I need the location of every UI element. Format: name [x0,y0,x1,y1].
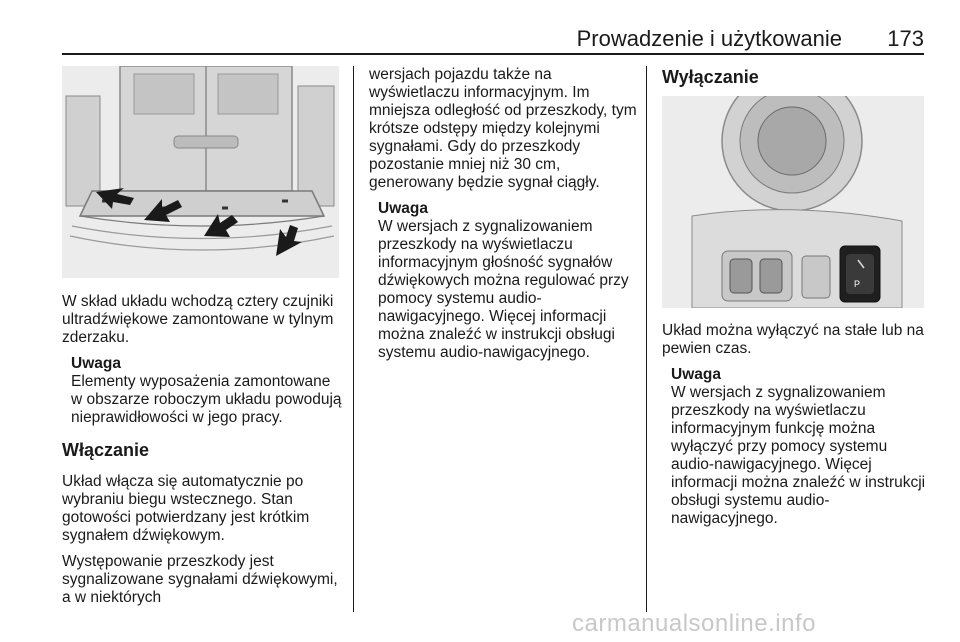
page-title: Prowadzenie i użytkowanie [576,26,842,51]
note-text: Elementy wyposażenia zamontowane w obszarze roboczym układu powodują nieprawidłowości w jego pracy. [71,373,342,426]
note-box [369,200,639,362]
header-rule [62,53,924,55]
note-title: Uwaga [671,366,721,383]
column-3-body [662,322,932,540]
dashboard-switch-figure [662,96,924,308]
intro-paragraph: W skład układu wchodzą cztery czujniki ultradźwiękowe zamontowane w tylnym zderzaku. [62,293,334,346]
note-text: W wersjach z sygnalizowaniem przeszkody na wyświetlaczu informacyjnym funkcję można wyłączyć przy pomocy systemu audio-nawigacyjnego. Więcej informacji można znaleźć w instrukcji obsługi systemu audio-nawigacyjnego. [671,384,926,527]
obstacle-paragraph: Występowanie przeszkody jest sygnalizowane sygnałami dźwiękowymi, a w niektórych [62,553,338,606]
signal-paragraph: wersjach pojazdu także na wyświetlaczu informacyjnym. Im mniejsza odległość od przeszkody, tym krótsze odstępy między kolejnymi sygnałami. Gdy do przeszkody pozostanie mniej niż 30 cm, generowany będzie sygnał ciągły. [369,66,637,191]
rear-bumper-sensors-figure [62,66,339,278]
note-text: W wersjach z sygnalizowaniem przeszkody na wyświetlaczu informacyjnym głośność sygnałów dźwiękowych można regulować przy pomocy systemu audio-nawigacyjnego. Więcej informacji można znaleźć w instrukcji obsługi systemu audio-nawigacyjnego. [378,218,629,361]
page-header [62,22,924,56]
page-number: 173 [887,26,924,51]
note-box [662,366,932,528]
dashboard-switch-illustration [662,96,924,308]
column-divider-1 [353,66,354,612]
rear-bumper-illustration [62,66,339,278]
watermark: carmanualsonline.info [572,610,816,637]
section-heading-wlaczanie: Włączanie [62,440,150,460]
column-3 [662,66,932,100]
column-2 [369,66,639,374]
activation-paragraph: Układ włącza się automatycznie po wybraniu biegu wstecznego. Stan gotowości potwierdzany jest krótkim sygnałem dźwiękowym. [62,473,310,544]
disable-paragraph: Układ można wyłączyć na stałe lub na pewien czas. [662,322,924,357]
section-heading-wylaczanie: Wyłączanie [662,67,759,87]
column-1 [62,293,342,615]
switch-label: P [854,279,861,289]
note-box [62,355,342,427]
column-divider-2 [646,66,647,612]
note-title: Uwaga [378,200,428,217]
note-title: Uwaga [71,355,121,372]
